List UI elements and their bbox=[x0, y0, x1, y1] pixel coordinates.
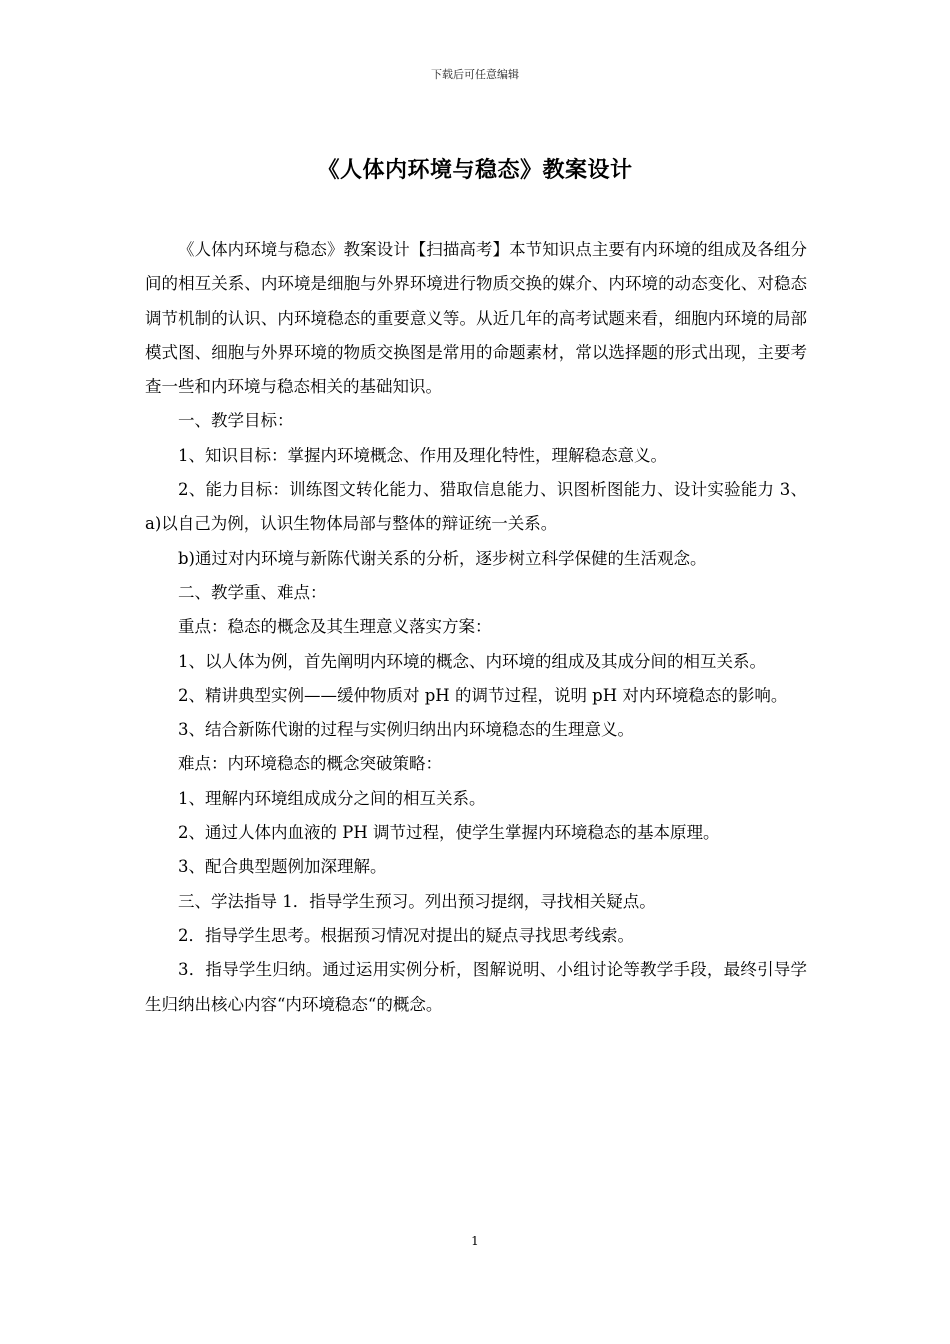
study-guide-item-2: 2．指导学生思考。根据预习情况对提出的疑点寻找思考线索。 bbox=[178, 925, 634, 945]
section-heading-objectives: 一、教学目标： bbox=[178, 411, 294, 431]
study-guide-item-3: 3．指导学生归纳。通过运用实例分析，图解说明、小组讨论等教学手段，最终引导学生归纳出核心内容“内环境稳态“的概念。 bbox=[145, 960, 807, 1014]
document-body bbox=[145, 233, 807, 1022]
objective-knowledge: 1、知识目标：掌握内环境概念、作用及理化特性，理解稳态意义。 bbox=[178, 445, 667, 465]
section-heading-study-guide: 三、学法指导 1．指导学生预习。列出预习提纲，寻找相关疑点。 bbox=[178, 891, 656, 911]
key-point-item-1: 1、以人体为例，首先阐明内环境的概念、内环境的组成及其成分间的相互关系。 bbox=[178, 651, 766, 671]
difficulty-item-3: 3、配合典型题例加深理解。 bbox=[178, 857, 387, 877]
difficulty-item-1: 1、理解内环境组成成分之间的相互关系。 bbox=[178, 788, 486, 808]
page-header: 下载后可任意编辑 bbox=[431, 68, 519, 81]
document-title: 《人体内环境与稳态》教案设计 bbox=[317, 158, 633, 183]
key-point-item-2: 2、精讲典型实例——缓仲物质对 pH 的调节过程，说明 pH 对内环境稳态的影响。 bbox=[178, 685, 788, 705]
difficulty-heading: 难点：内环境稳态的概念突破策略： bbox=[178, 754, 442, 774]
page-number: 1 bbox=[471, 1234, 479, 1248]
objective-ability: 2、能力目标：训练图文转化能力、猎取信息能力、识图析图能力、设计实验能力 3、a)以自己为例，认识生物体局部与整体的辩证统一关系。 bbox=[145, 480, 807, 534]
key-point-heading: 重点：稳态的概念及其生理意义落实方案： bbox=[178, 617, 492, 637]
section-heading-key-points: 二、教学重、难点： bbox=[178, 582, 327, 602]
difficulty-item-2: 2、通过人体内血液的 PH 调节过程，使学生掌握内环境稳态的基本原理。 bbox=[178, 823, 720, 843]
intro-paragraph: 《人体内环境与稳态》教案设计【扫描高考】本节知识点主要有内环境的组成及各组分间的相互关系、内环境是细胞与外界环境进行物质交换的媒介、内环境的动态变化、对稳态调节机制的认识、内环境稳态的重要意义等。从近几年的高考试题来看，细胞内环境的局部模式图、细胞与外界环境的物质交换图是常用的命题素材，常以选择题的形式出现，主要考查一些和内环境与稳态相关的基础知识。 bbox=[145, 240, 807, 397]
key-point-item-3: 3、结合新陈代谢的过程与实例归纳出内环境稳态的生理意义。 bbox=[178, 720, 634, 740]
objective-attitude: b)通过对内环境与新陈代谢关系的分析，逐步树立科学保健的生活观念。 bbox=[178, 548, 707, 568]
